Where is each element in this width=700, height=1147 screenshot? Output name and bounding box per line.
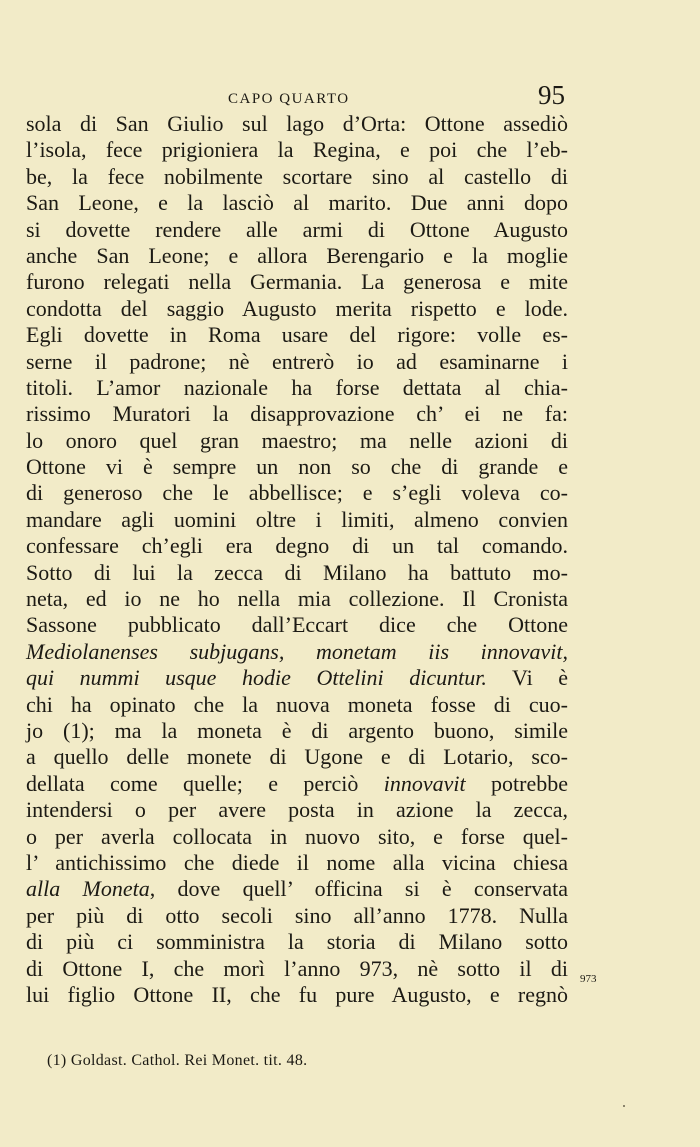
text-run: mandare agli uomini oltre i limiti, almeno convien xyxy=(26,506,568,532)
text-run: l’isola, fece prigioniera la Regina, e poi che l’eb- xyxy=(26,137,568,163)
text-line xyxy=(26,454,568,480)
text-run: confessare ch’egli era degno di un tal comando. xyxy=(26,533,568,559)
text-line xyxy=(26,269,568,295)
text-line xyxy=(26,797,568,823)
text-line xyxy=(26,744,568,770)
text-run: anche San Leone; e allora Berengario e la moglie xyxy=(26,242,568,268)
text-run: be, la fece nobilmente scortare sino al castello di xyxy=(26,163,568,189)
text-line xyxy=(26,217,568,243)
text-line xyxy=(26,349,568,375)
text-line xyxy=(26,692,568,718)
text-run: condotta del saggio Augusto merita rispetto e lode. xyxy=(26,295,568,321)
text-run: Vi è xyxy=(486,665,569,691)
text-run: furono relegati nella Germania. La generosa e mite xyxy=(26,269,568,295)
text-line xyxy=(26,612,568,638)
body-text xyxy=(26,111,568,1008)
text-run: serne il padrone; nè entrerò io ad esaminarne i xyxy=(26,348,568,374)
italic-text: Mediolanenses subjugans, monetam iis innovavit, xyxy=(26,638,568,664)
text-run: rissimo Muratori la disapprovazione ch’ ei ne fa: xyxy=(26,401,568,427)
text-line xyxy=(26,190,568,216)
text-line xyxy=(26,903,568,929)
text-run: San Leone, e la lasciò al marito. Due anni dopo xyxy=(26,190,568,216)
text-line xyxy=(26,824,568,850)
text-run: di generoso che le abbellisce; e s’egli voleva co- xyxy=(26,480,568,506)
text-line xyxy=(26,375,568,401)
text-line xyxy=(26,718,568,744)
text-line xyxy=(26,507,568,533)
text-run: lui figlio Ottone II, che fu pure Augusto, e regnò xyxy=(26,981,568,1007)
text-run: o per averla collocata in nuovo sito, e forse quel- xyxy=(26,823,568,849)
text-run: l’ antichissimo che diede il nome alla vicina chiesa xyxy=(26,849,568,875)
text-line xyxy=(26,850,568,876)
text-run: titoli. L’amor nazionale ha forse dettata al chia- xyxy=(26,374,568,400)
text-line xyxy=(26,929,568,955)
text-run: Sassone pubblicato dall’Eccart dice che Ottone xyxy=(26,612,568,638)
text-run: di Ottone I, che morì l’anno 973, nè sotto il di xyxy=(26,955,568,981)
text-line xyxy=(26,322,568,348)
text-line xyxy=(26,164,568,190)
text-line xyxy=(26,560,568,586)
text-line xyxy=(26,639,568,665)
text-run: si dovette rendere alle armi di Ottone Augusto xyxy=(26,216,568,242)
text-line xyxy=(26,480,568,506)
text-line xyxy=(26,111,568,137)
text-run: intendersi o per avere posta in azione la zecca, xyxy=(26,797,568,823)
text-line xyxy=(26,401,568,427)
text-run: Egli dovette in Roma usare del rigore: volle es- xyxy=(26,322,568,348)
text-run: lo onoro quel gran maestro; ma nelle azioni di xyxy=(26,427,568,453)
text-run: sola di San Giulio sul lago d’Orta: Ottone assediò xyxy=(26,111,568,136)
footnote: (1) Goldast. Cathol. Rei Monet. tit. 48. xyxy=(47,1052,308,1069)
text-run: neta, ed io ne ho nella mia collezione. Il Cronista xyxy=(26,586,568,612)
text-run: per più di otto secoli sino all’anno 1778. Nulla xyxy=(26,902,568,928)
text-run: chi ha opinato che la nuova moneta fosse di cuo- xyxy=(26,691,568,717)
italic-text: alla Moneta xyxy=(26,876,150,902)
text-run: di più ci somministra la storia di Milano sotto xyxy=(26,929,568,955)
text-run: dellata come quelle; e perciò xyxy=(26,770,384,796)
text-run: , dove quell’ officina si è conservata xyxy=(149,876,568,902)
text-line xyxy=(26,243,568,269)
page-number: 95 xyxy=(538,80,565,110)
text-run: potrebbe xyxy=(465,770,569,796)
text-line xyxy=(26,137,568,163)
text-line xyxy=(26,956,568,982)
running-head: CAPO QUARTO xyxy=(228,91,350,107)
text-run: a quello delle monete di Ugone e di Lotario, sco- xyxy=(26,744,568,770)
text-line xyxy=(26,586,568,612)
text-line xyxy=(26,665,568,691)
text-line xyxy=(26,771,568,797)
text-run: Ottone vi è sempre un non so che di grande e xyxy=(26,454,568,480)
text-run: jo (1); ma la moneta è di argento buono, simile xyxy=(26,717,568,743)
text-line xyxy=(26,428,568,454)
text-line xyxy=(26,982,568,1008)
italic-text: innovavit xyxy=(383,770,466,796)
text-line xyxy=(26,876,568,902)
italic-text: qui nummi usque hodie Ottelini dicuntur. xyxy=(26,665,487,691)
margin-year-note: 973 xyxy=(580,973,597,985)
text-line xyxy=(26,533,568,559)
paper-speck xyxy=(623,1105,625,1107)
text-run: Sotto di lui la zecca di Milano ha battuto mo- xyxy=(26,559,568,585)
text-line xyxy=(26,296,568,322)
